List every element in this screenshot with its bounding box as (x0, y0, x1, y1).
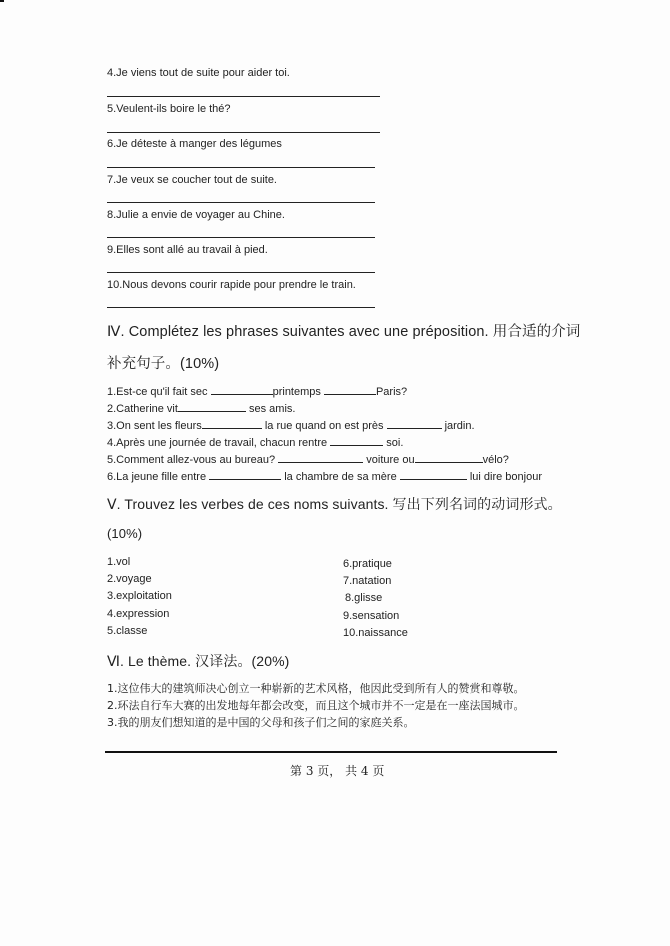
fill-item (107, 453, 509, 466)
sentence-item: 9.Elles sont allé au travail à pied. (107, 244, 268, 256)
scan-mark (0, 0, 4, 2)
item-text: 2.Catherine vit (107, 403, 178, 415)
blank-field[interactable] (278, 453, 363, 463)
item-text: voiture ou (363, 454, 415, 466)
noun-item: 3.exploitation (107, 590, 172, 602)
noun-item: 2.voyage (107, 573, 152, 585)
sentence-item: 8.Julie a envie de voyager au Chine. (107, 209, 285, 221)
section-5-heading: Ⅴ. Trouvez les verbes de ces noms suivants. 写出下列名词的动词形式。 (107, 496, 562, 512)
fill-item (107, 470, 542, 483)
translation-item: 2.环法自行车大赛的出发地每年都会改变，而且这个城市并不一定是在一座法国城市。 (107, 699, 525, 712)
fill-item (107, 419, 475, 432)
sentence-item: 4.Je viens tout de suite pour aider toi. (107, 67, 290, 79)
page-number: 第 3 页， 共 4 页 (290, 764, 385, 778)
item-text: lui dire bonjour (466, 471, 542, 483)
noun-item: 9.sensation (343, 610, 400, 622)
item-text: printemps (272, 386, 324, 398)
blank-field[interactable] (211, 385, 273, 395)
section-4-heading-cont: 补充句子。(10%) (107, 356, 220, 372)
sentence-item: 7.Je veux se coucher tout de suite. (107, 174, 277, 186)
noun-item: 4.expression (107, 608, 170, 620)
answer-line[interactable] (107, 202, 375, 203)
section-4-heading: Ⅳ. Complétez les phrases suivantes avec une préposition. 用合适的介词 (107, 324, 581, 340)
noun-item: 10.naissance (343, 627, 408, 639)
sentence-item: 10.Nous devons courir rapide pour prendre le train. (107, 279, 356, 291)
sentence-item: 5.Veulent-ils boire le thé? (107, 103, 231, 115)
fill-item (107, 436, 403, 449)
item-text: 1.Est-ce qu'il fait sec (107, 386, 211, 398)
blank-field[interactable] (415, 453, 483, 463)
item-text: Paris? (375, 386, 408, 398)
answer-line[interactable] (107, 167, 375, 168)
item-text: 3.On sent les fleurs (107, 420, 202, 432)
translation-item: 3.我的朋友们想知道的是中国的父母和孩子们之间的家庭关系。 (107, 716, 415, 729)
noun-item: 1.vol (107, 556, 131, 568)
noun-item: 8.glisse (345, 592, 383, 604)
translation-item: 1.这位伟大的建筑师决心创立一种崭新的艺术风格，他因此受到所有人的赞赏和尊敬。 (107, 682, 525, 695)
blank-field[interactable] (330, 436, 383, 446)
item-text: ses amis. (245, 403, 296, 415)
sentence-item: 6.Je déteste à manger des légumes (107, 138, 282, 150)
blank-field[interactable] (209, 470, 281, 480)
item-text: la rue quand on est près (261, 420, 387, 432)
blank-field[interactable] (387, 419, 442, 429)
noun-item: 7.natation (343, 575, 392, 587)
answer-line[interactable] (107, 272, 375, 273)
answer-line[interactable] (107, 96, 380, 97)
item-text: 5.Comment allez-vous au bureau? (107, 454, 279, 466)
item-text: jardin. (441, 420, 475, 432)
answer-line[interactable] (107, 237, 375, 238)
answer-line[interactable] (107, 307, 375, 308)
blank-field[interactable] (202, 419, 262, 429)
blank-field[interactable] (324, 385, 376, 395)
blank-field[interactable] (178, 402, 246, 412)
fill-item (107, 385, 407, 398)
item-text: la chambre de sa mère (281, 471, 400, 483)
section-6-heading: Ⅵ. Le thème. 汉译法。(20%) (107, 653, 290, 669)
item-text: 4.Après une journée de travail, chacun rentre (107, 437, 331, 449)
noun-item: 6.pratique (343, 558, 392, 570)
item-text: vélo? (482, 454, 509, 466)
answer-line[interactable] (107, 132, 380, 133)
noun-item: 5.classe (107, 625, 148, 637)
item-text: 6.La jeune fille entre (107, 471, 210, 483)
footer-divider (105, 751, 557, 753)
section-5-heading-cont: (10%) (107, 526, 143, 541)
item-text: soi. (383, 437, 404, 449)
blank-field[interactable] (400, 470, 467, 480)
fill-item (107, 402, 295, 415)
